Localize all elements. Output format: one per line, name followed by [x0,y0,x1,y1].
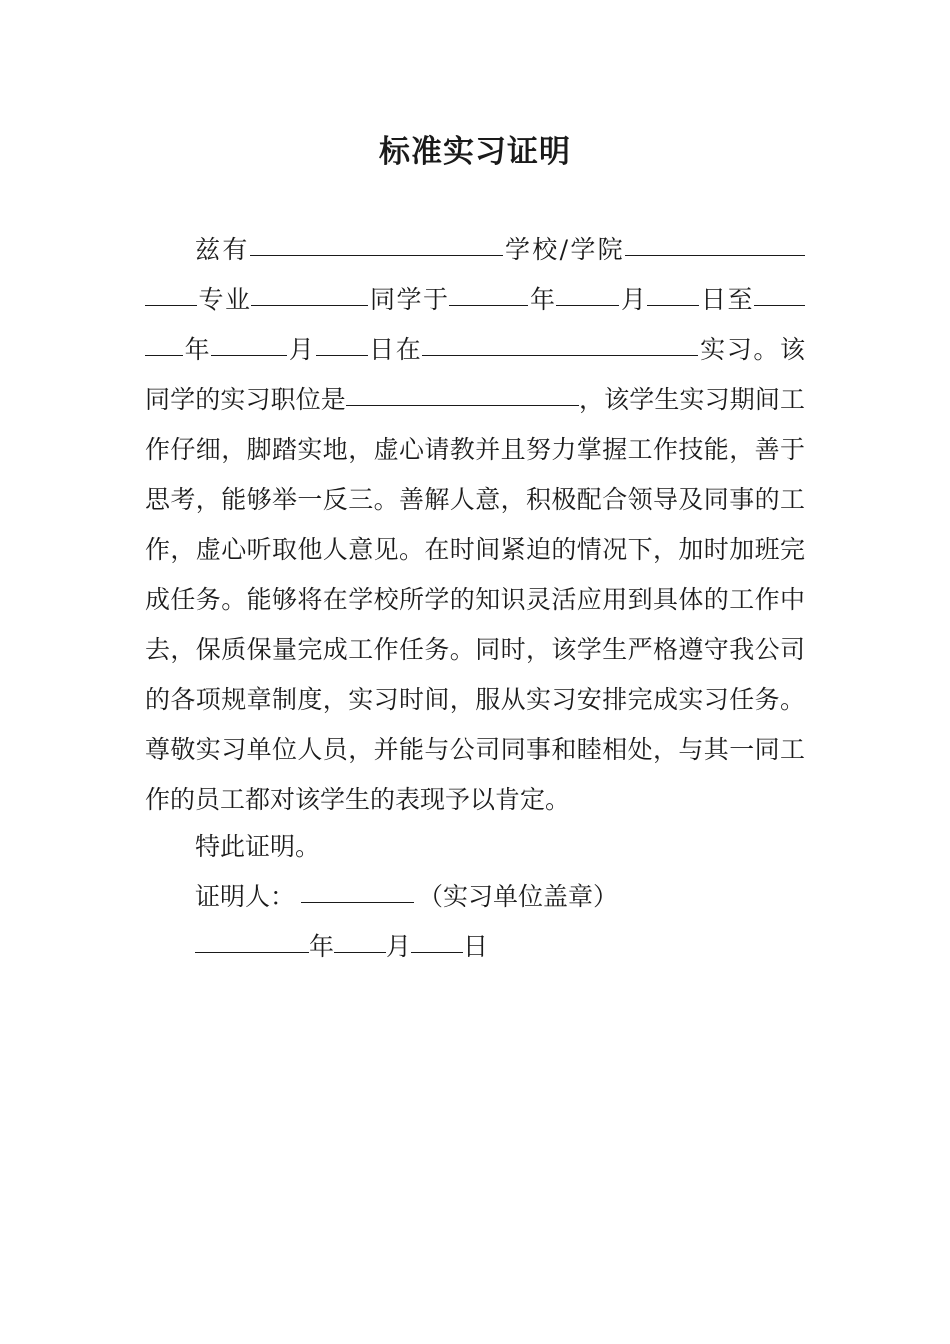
start-year-blank[interactable] [449,305,528,306]
document-title: 标准实习证明 [379,134,571,170]
sign-day-blank[interactable] [411,952,463,953]
sign-year-blank[interactable] [195,952,309,953]
body-text-5: 年 [528,285,557,314]
end-month-blank[interactable] [211,355,287,356]
date-line [195,922,488,972]
certifier-label: 证明人： [195,882,296,911]
end-day-blank[interactable] [316,355,368,356]
year-label: 年 [309,932,335,961]
position-blank[interactable] [346,405,579,406]
day-label: 日 [463,932,489,961]
closing-line: 特此证明。 [195,832,321,861]
seal-note: （实习单位盖章） [418,882,619,911]
body-text-2: 学校/学院 [502,235,625,264]
college-blank[interactable] [625,255,805,256]
certifier-blank[interactable] [301,902,414,903]
end-year-blank-continued[interactable] [145,355,183,356]
month-label: 月 [386,932,412,961]
sign-month-blank[interactable] [334,952,386,953]
body-text-3: 专业 [197,285,252,314]
body-text-7: 日至 [699,285,754,314]
body-text-11: 实习。该同学的实习职位是 [145,335,805,414]
major-blank-continued[interactable] [145,305,197,306]
start-month-blank[interactable] [556,305,619,306]
body-text-9: 月 [287,335,316,364]
start-day-blank[interactable] [647,305,699,306]
school-blank[interactable] [250,255,503,256]
body-text-6: 月 [619,285,648,314]
certificate-body [145,225,805,825]
company-blank[interactable] [422,355,698,356]
end-year-blank[interactable] [754,305,805,306]
body-text-10: 日在 [367,335,423,364]
body-text-1: 兹有 [195,235,250,264]
body-text-8: 年 [183,335,212,364]
body-text-4: 同学于 [368,285,450,314]
student-name-blank[interactable] [251,305,368,306]
body-text-12: ，该学生实习期间工作仔细，脚踏实地，虚心请教并且努力掌握工作技能，善于思考，能够举一反三。善解人意，积极配合领导及同事的工作，虚心听取他人意见。在时间紧迫的情况下，加时加班完成任务。能够将在学校所学的知识灵活应用到具体的工作中去，保质保量完成工作任务。同时，该学生严格遵守我公司的各项规章制度，实习时间，服从实习安排完成实习任务。尊敬实习单位人员，并能与公司同事和睦相处，与其一同工作的员工都对该学生的表现予以肯定。 [145,385,805,814]
certifier-line [195,872,618,922]
